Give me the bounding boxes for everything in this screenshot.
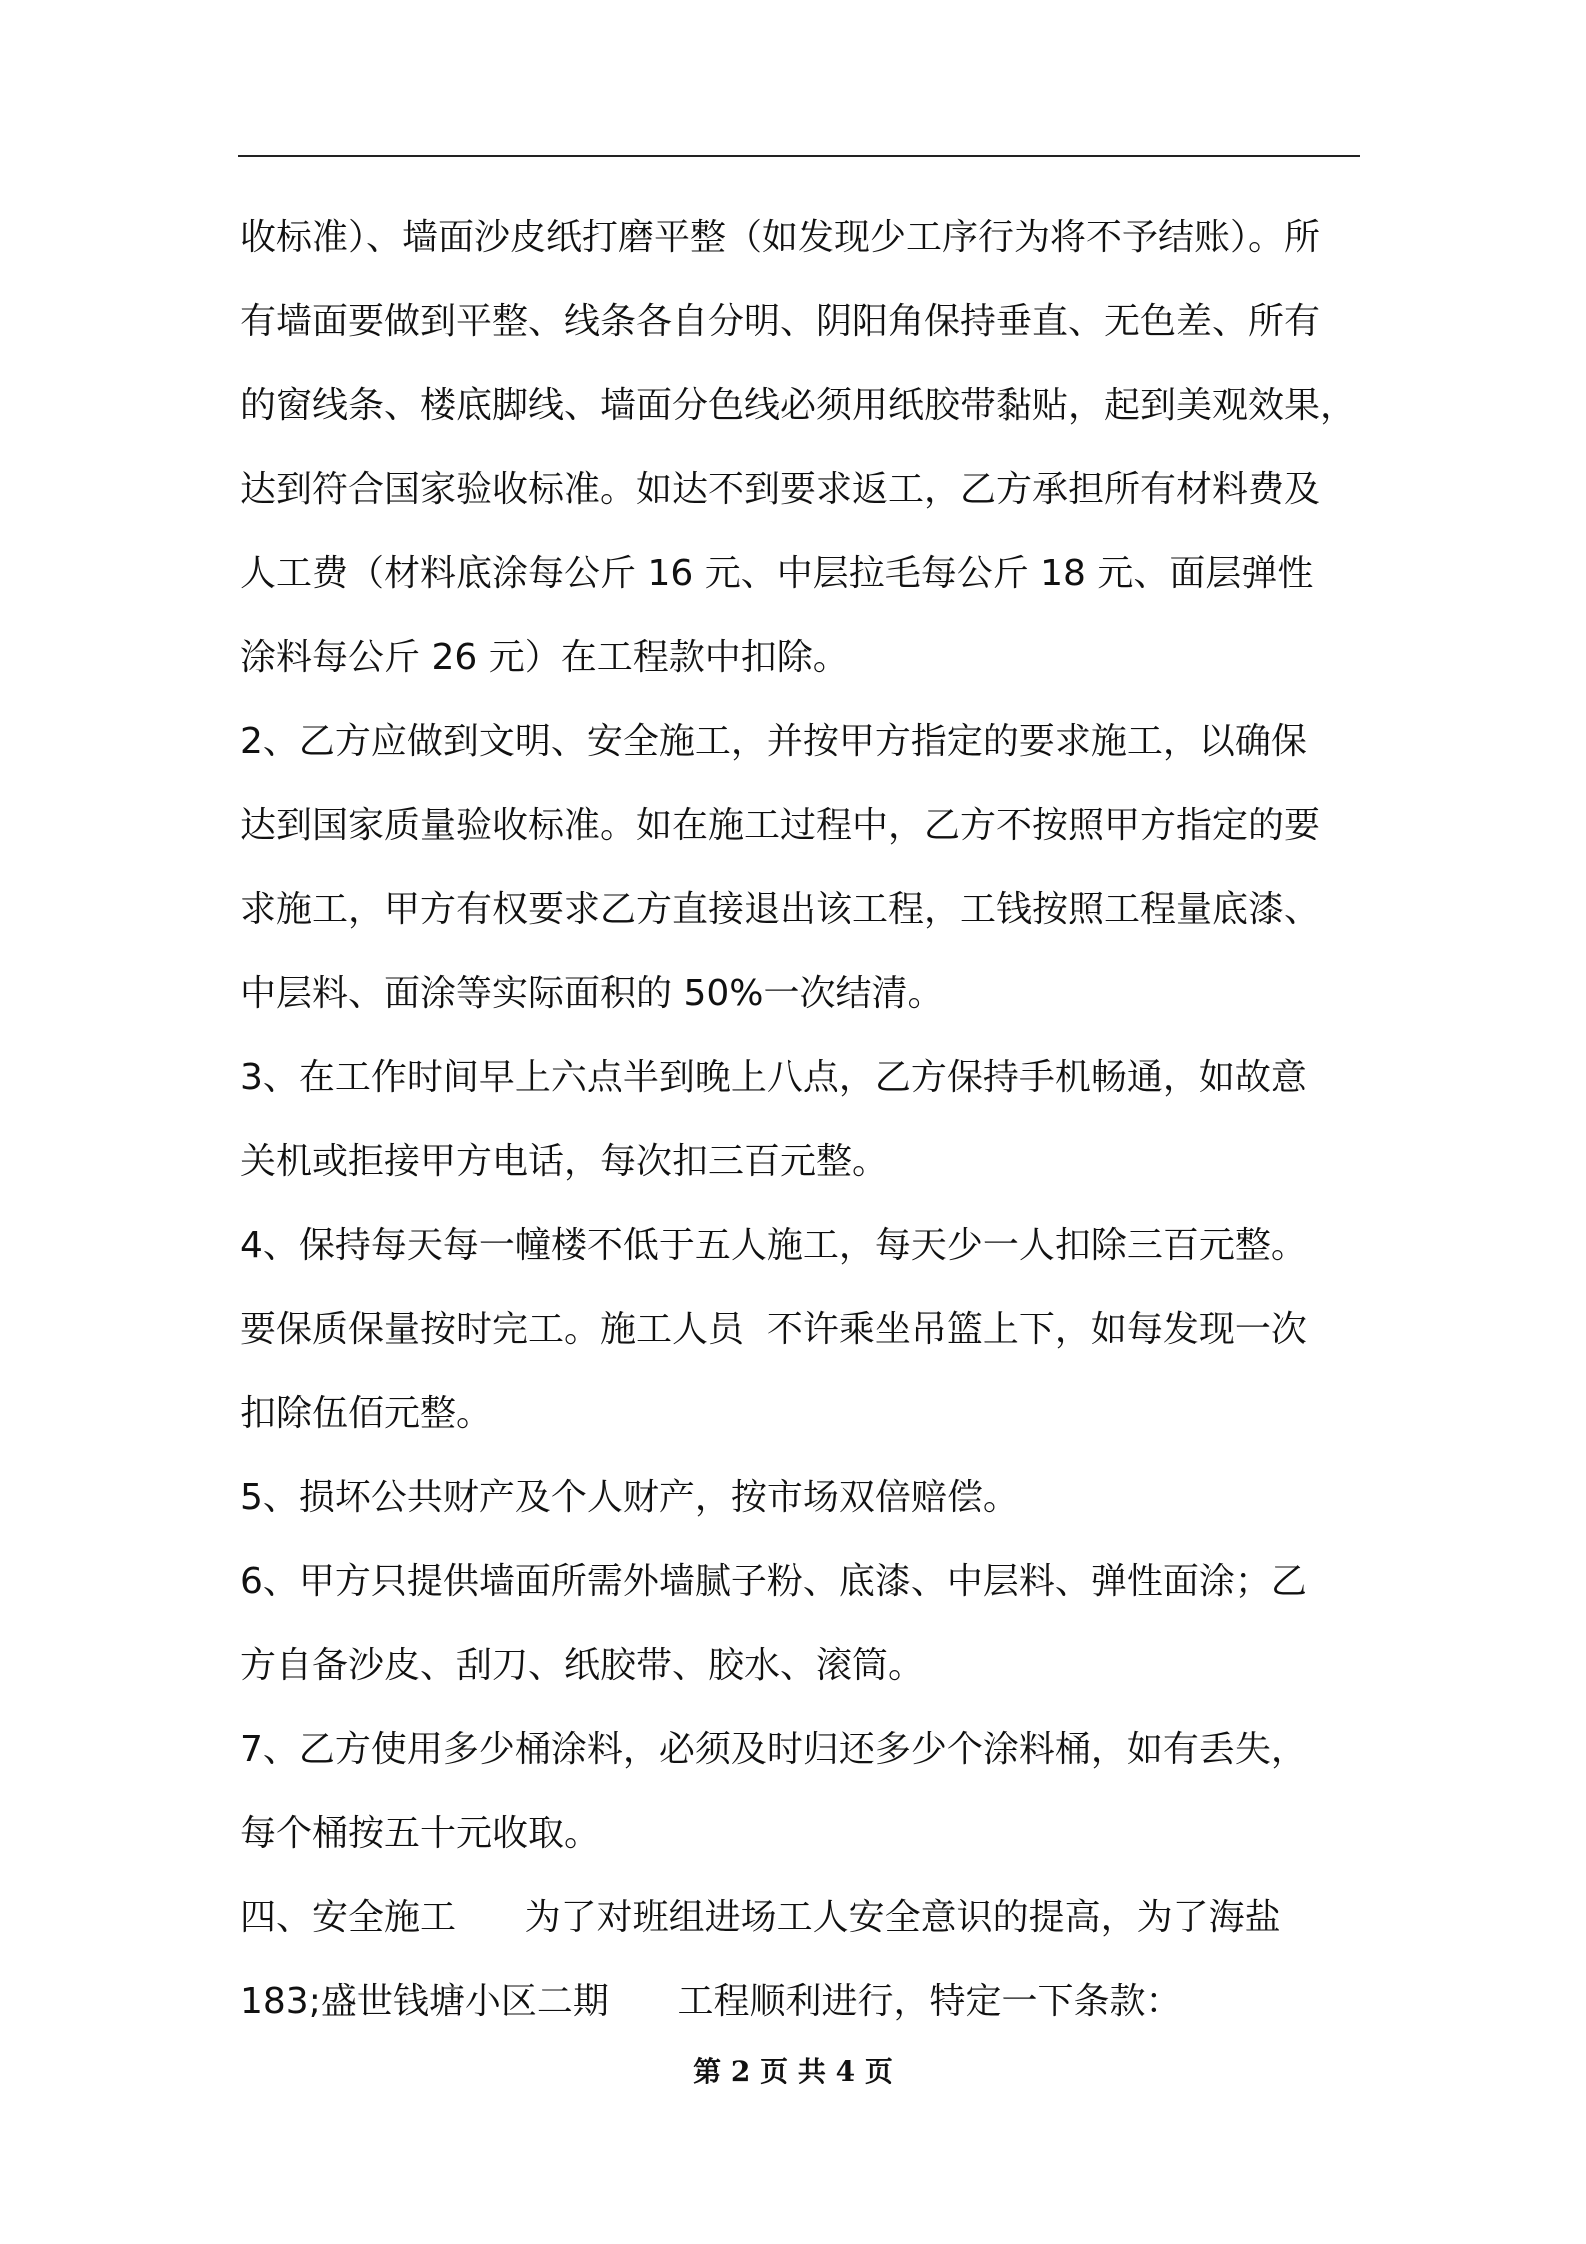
text-line: 要保质保量按时完工。施工人员 不许乘坐吊篮上下，如每发现一次	[240, 1309, 1307, 1350]
text-line: 方自备沙皮、刮刀、纸胶带、胶水、滚筒。	[240, 1645, 925, 1686]
text-line: 的窗线条、楼底脚线、墙面分色线必须用纸胶带黏贴，起到美观效果，	[240, 385, 1357, 426]
text-line: 6、甲方只提供墙面所需外墙腻子粉、底漆、中层料、弹性面涂；乙	[240, 1561, 1307, 1602]
text-line: 关机或拒接甲方电话，每次扣三百元整。	[240, 1141, 889, 1182]
page-footer: 第 2 页 共 4 页	[693, 2055, 893, 2088]
text-line: 达到国家质量验收标准。如在施工过程中，乙方不按照甲方指定的要	[240, 805, 1321, 846]
text-line: 扣除伍佰元整。	[240, 1393, 493, 1434]
text-line: 3、在工作时间早上六点半到晚上八点，乙方保持手机畅通，如故意	[240, 1057, 1307, 1098]
text-line: 四、安全施工 为了对班组进场工人安全意识的提高，为了海盐	[240, 1897, 1281, 1938]
text-line: 求施工，甲方有权要求乙方直接退出该工程，工钱按照工程量底漆、	[240, 889, 1321, 930]
text-line: 有墙面要做到平整、线条各自分明、阴阳角保持垂直、无色差、所有	[240, 301, 1321, 342]
text-line: 183;盛世钱塘小区二期 工程顺利进行，特定一下条款：	[240, 1981, 1182, 2022]
text-line: 每个桶按五十元收取。	[240, 1813, 601, 1854]
text-line: 2、乙方应做到文明、安全施工，并按甲方指定的要求施工，以确保	[240, 721, 1307, 762]
text-line: 收标准）、墙面沙皮纸打磨平整（如发现少工序行为将不予结账）。所	[240, 217, 1321, 258]
text-line: 7、乙方使用多少桶涂料，必须及时归还多少个涂料桶，如有丢失，	[240, 1729, 1307, 1770]
text-line: 人工费（材料底涂每公斤 16 元、中层拉毛每公斤 18 元、面层弹性	[240, 553, 1314, 594]
text-line: 中层料、面涂等实际面积的 50%一次结清。	[240, 973, 944, 1014]
text-line: 5、损坏公共财产及个人财产，按市场双倍赔偿。	[240, 1477, 1019, 1518]
text-line: 涂料每公斤 26 元）在工程款中扣除。	[240, 637, 849, 678]
body-text	[240, 196, 1360, 2044]
text-line: 达到符合国家验收标准。如达不到要求返工，乙方承担所有材料费及	[240, 469, 1321, 510]
text-line: 4、保持每天每一幢楼不低于五人施工，每天少一人扣除三百元整。	[240, 1225, 1307, 1266]
header-rule	[238, 155, 1360, 157]
